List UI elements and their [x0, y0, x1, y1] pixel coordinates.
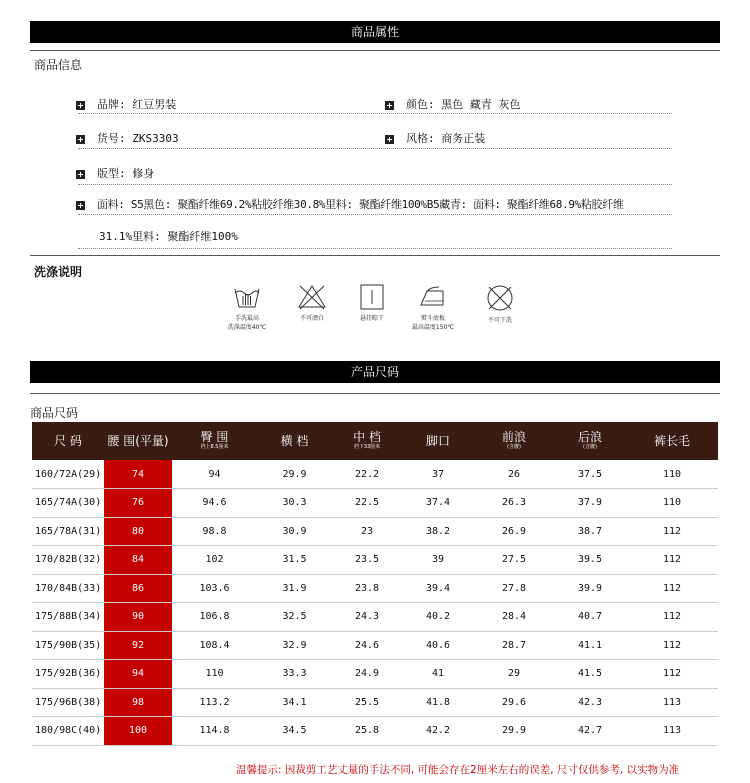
- table-cell: 31.5: [282, 554, 307, 566]
- divider: [78, 248, 672, 249]
- header-hip: 臀 围 裆上8.5厘米: [200, 430, 229, 450]
- table-cell: 41.1: [577, 639, 603, 651]
- table-row: [32, 574, 718, 603]
- table-cell: 165/78A(31): [35, 525, 102, 537]
- attributes-header: 商品属性: [30, 21, 720, 43]
- plus-square-icon: [385, 101, 394, 110]
- table-cell: 160/72A(29): [35, 468, 102, 480]
- table-cell: 106.8: [199, 611, 230, 623]
- table-row: [32, 660, 718, 689]
- info-brand: 品牌: 红豆男装: [76, 96, 176, 112]
- iron-icon: [417, 283, 449, 311]
- size-table: [32, 422, 718, 746]
- header-length: 裤长毛: [653, 434, 690, 448]
- table-cell: 41.5: [577, 668, 603, 680]
- table-cell: 24.3: [354, 611, 380, 623]
- table-cell: 37.5: [577, 468, 603, 480]
- divider: [30, 393, 720, 394]
- table-cell: 25.5: [354, 696, 380, 708]
- table-cell: 41.8: [425, 696, 451, 708]
- table-cell: 28.4: [501, 611, 527, 623]
- header-waist: 腰 围(平量): [107, 434, 169, 448]
- table-cell: 110: [205, 668, 224, 680]
- table-cell: 38.2: [425, 525, 451, 537]
- care-iron: 熨斗底板 最高温度150℃: [408, 283, 458, 331]
- table-cell: 39: [431, 554, 445, 566]
- plus-square-icon: [76, 201, 85, 210]
- info-fit: 版型: 修身: [76, 165, 154, 181]
- hand-wash-icon: [232, 283, 262, 311]
- divider: [30, 50, 720, 51]
- table-cell: 175/92B(36): [35, 668, 102, 680]
- table-cell: 28.7: [501, 639, 527, 651]
- table-cell: 40.2: [425, 611, 451, 623]
- table-cell: 39.4: [425, 582, 451, 594]
- table-cell: 108.4: [199, 639, 230, 651]
- table-cell: 26.3: [501, 497, 527, 509]
- table-cell: 98.8: [202, 525, 227, 537]
- table-cell: 32.9: [282, 639, 307, 651]
- table-cell: 80: [104, 517, 172, 546]
- table-cell: 94: [104, 660, 172, 689]
- hang-dry-icon: [357, 283, 387, 311]
- table-cell: 102: [205, 554, 224, 566]
- table-cell: 110: [662, 497, 682, 509]
- table-cell: 112: [662, 525, 682, 537]
- no-dry-clean-icon: [485, 283, 515, 313]
- table-cell: 112: [662, 582, 682, 594]
- table-cell: 175/88B(34): [35, 611, 102, 623]
- table-cell: 33.3: [282, 668, 307, 680]
- table-row: [32, 460, 718, 489]
- plus-square-icon: [76, 135, 85, 144]
- table-cell: 112: [662, 639, 682, 651]
- table-cell: 26: [507, 468, 521, 480]
- table-cell: 34.1: [282, 696, 307, 708]
- table-row: [32, 688, 718, 717]
- table-cell: 110: [662, 468, 682, 480]
- table-cell: 114.8: [199, 725, 230, 737]
- table-cell: 29.9: [282, 468, 307, 480]
- table-row: [32, 717, 718, 746]
- info-color: 颜色: 黑色 藏青 灰色: [385, 96, 521, 112]
- table-cell: 180/98C(40): [35, 725, 102, 737]
- table-cell: 31.9: [282, 582, 307, 594]
- table-cell: 39.5: [577, 554, 603, 566]
- table-cell: 94.6: [202, 497, 227, 509]
- table-cell: 170/82B(32): [35, 554, 102, 566]
- table-cell: 27.8: [501, 582, 527, 594]
- header-size: 尺 码: [54, 434, 82, 448]
- care-no-dry-clean: 不可干洗: [480, 283, 520, 324]
- table-cell: 175/96B(38): [35, 696, 102, 708]
- table-cell: 22.5: [354, 497, 380, 509]
- header-front-rise: 前浪 (含腰): [501, 430, 526, 450]
- table-cell: 24.9: [354, 668, 380, 680]
- table-cell: 38.7: [577, 525, 603, 537]
- care-hand-wash: 手洗最高 洗涤温度40℃: [222, 283, 272, 331]
- table-row: [32, 631, 718, 660]
- table-cell: 30.3: [282, 497, 307, 509]
- table-cell: 27.5: [501, 554, 527, 566]
- table-cell: 41: [431, 668, 445, 680]
- divider: [30, 255, 720, 256]
- header-leg-opening: 脚口: [425, 434, 450, 448]
- table-cell: 25.8: [354, 725, 380, 737]
- header-knee: 中 档 裆下33厘米: [353, 430, 381, 450]
- table-cell: 23.8: [354, 582, 380, 594]
- plus-square-icon: [76, 170, 85, 179]
- table-cell: 170/84B(33): [35, 582, 102, 594]
- table-cell: 32.5: [282, 611, 307, 623]
- table-cell: 29.9: [501, 725, 527, 737]
- table-cell: 175/90B(35): [35, 639, 102, 651]
- divider: [78, 214, 672, 215]
- wash-title: 洗涤说明: [34, 265, 83, 279]
- table-cell: 29.6: [501, 696, 527, 708]
- table-cell: 42.7: [577, 725, 603, 737]
- note: 温馨提示: 因裁剪工艺丈量的手法不同, 可能会存在2厘米左右的误差, 尺寸仅供参考, 以实物为准: [236, 764, 680, 776]
- divider: [78, 184, 672, 185]
- table-cell: 23.5: [354, 554, 380, 566]
- table-cell: 112: [662, 668, 682, 680]
- table-cell: 112: [662, 611, 682, 623]
- table-cell: 113: [662, 725, 682, 737]
- table-row: [32, 546, 718, 575]
- table-cell: 100: [104, 717, 172, 746]
- info-fabric: 面料: S5黑色: 聚酯纤维69.2%粘胶纤维30.8%里料: 聚酯纤维100%B5藏青: 面料: 聚酯纤维68.9%粘胶纤维: [76, 196, 696, 212]
- table-row: [32, 489, 718, 518]
- size-header: 产品尺码: [30, 361, 720, 383]
- table-cell: 113.2: [199, 696, 230, 708]
- no-bleach-icon: [297, 283, 327, 311]
- table-cell: 37: [431, 468, 445, 480]
- table-cell: 42.2: [425, 725, 451, 737]
- table-row: [32, 517, 718, 546]
- table-cell: 113: [662, 696, 682, 708]
- table-cell: 40.7: [577, 611, 603, 623]
- header-back-rise: 后浪 (含腰): [577, 430, 602, 450]
- table-cell: 34.5: [282, 725, 307, 737]
- table-cell: 37.9: [577, 497, 603, 509]
- table-header-row: [32, 422, 718, 460]
- table-row: [32, 603, 718, 632]
- info-fabric-cont: 31.1%里料: 聚酯纤维100%: [99, 230, 238, 243]
- info-style: 风格: 商务正装: [385, 130, 485, 146]
- table-cell: 94: [208, 468, 221, 480]
- table-cell: 76: [104, 489, 172, 518]
- size-title: 商品尺码: [30, 406, 79, 420]
- table-cell: 103.6: [199, 582, 230, 594]
- table-cell: 74: [104, 460, 172, 489]
- info-title: 商品信息: [34, 58, 83, 72]
- table-cell: 40.6: [425, 639, 451, 651]
- table-cell: 92: [104, 631, 172, 660]
- table-cell: 23: [360, 525, 374, 537]
- plus-square-icon: [76, 101, 85, 110]
- table-cell: 24.6: [354, 639, 380, 651]
- table-cell: 26.9: [501, 525, 527, 537]
- plus-square-icon: [385, 135, 394, 144]
- table-cell: 39.9: [577, 582, 603, 594]
- divider: [78, 148, 672, 149]
- table-cell: 22.2: [354, 468, 380, 480]
- header-thigh: 横 档: [280, 434, 309, 448]
- care-no-bleach: 不可漂白: [292, 283, 332, 322]
- table-cell: 30.9: [282, 525, 307, 537]
- table-cell: 84: [104, 546, 172, 575]
- table-cell: 165/74A(30): [35, 497, 102, 509]
- info-sku: 货号: ZKS3303: [76, 130, 179, 146]
- care-hang-dry: 悬挂晾干: [352, 283, 392, 322]
- table-cell: 98: [104, 688, 172, 717]
- table-cell: 86: [104, 574, 172, 603]
- table-cell: 29: [507, 668, 521, 680]
- table-cell: 42.3: [577, 696, 603, 708]
- table-cell: 90: [104, 603, 172, 632]
- table-cell: 37.4: [425, 497, 451, 509]
- table-cell: 112: [662, 554, 682, 566]
- divider: [78, 113, 672, 114]
